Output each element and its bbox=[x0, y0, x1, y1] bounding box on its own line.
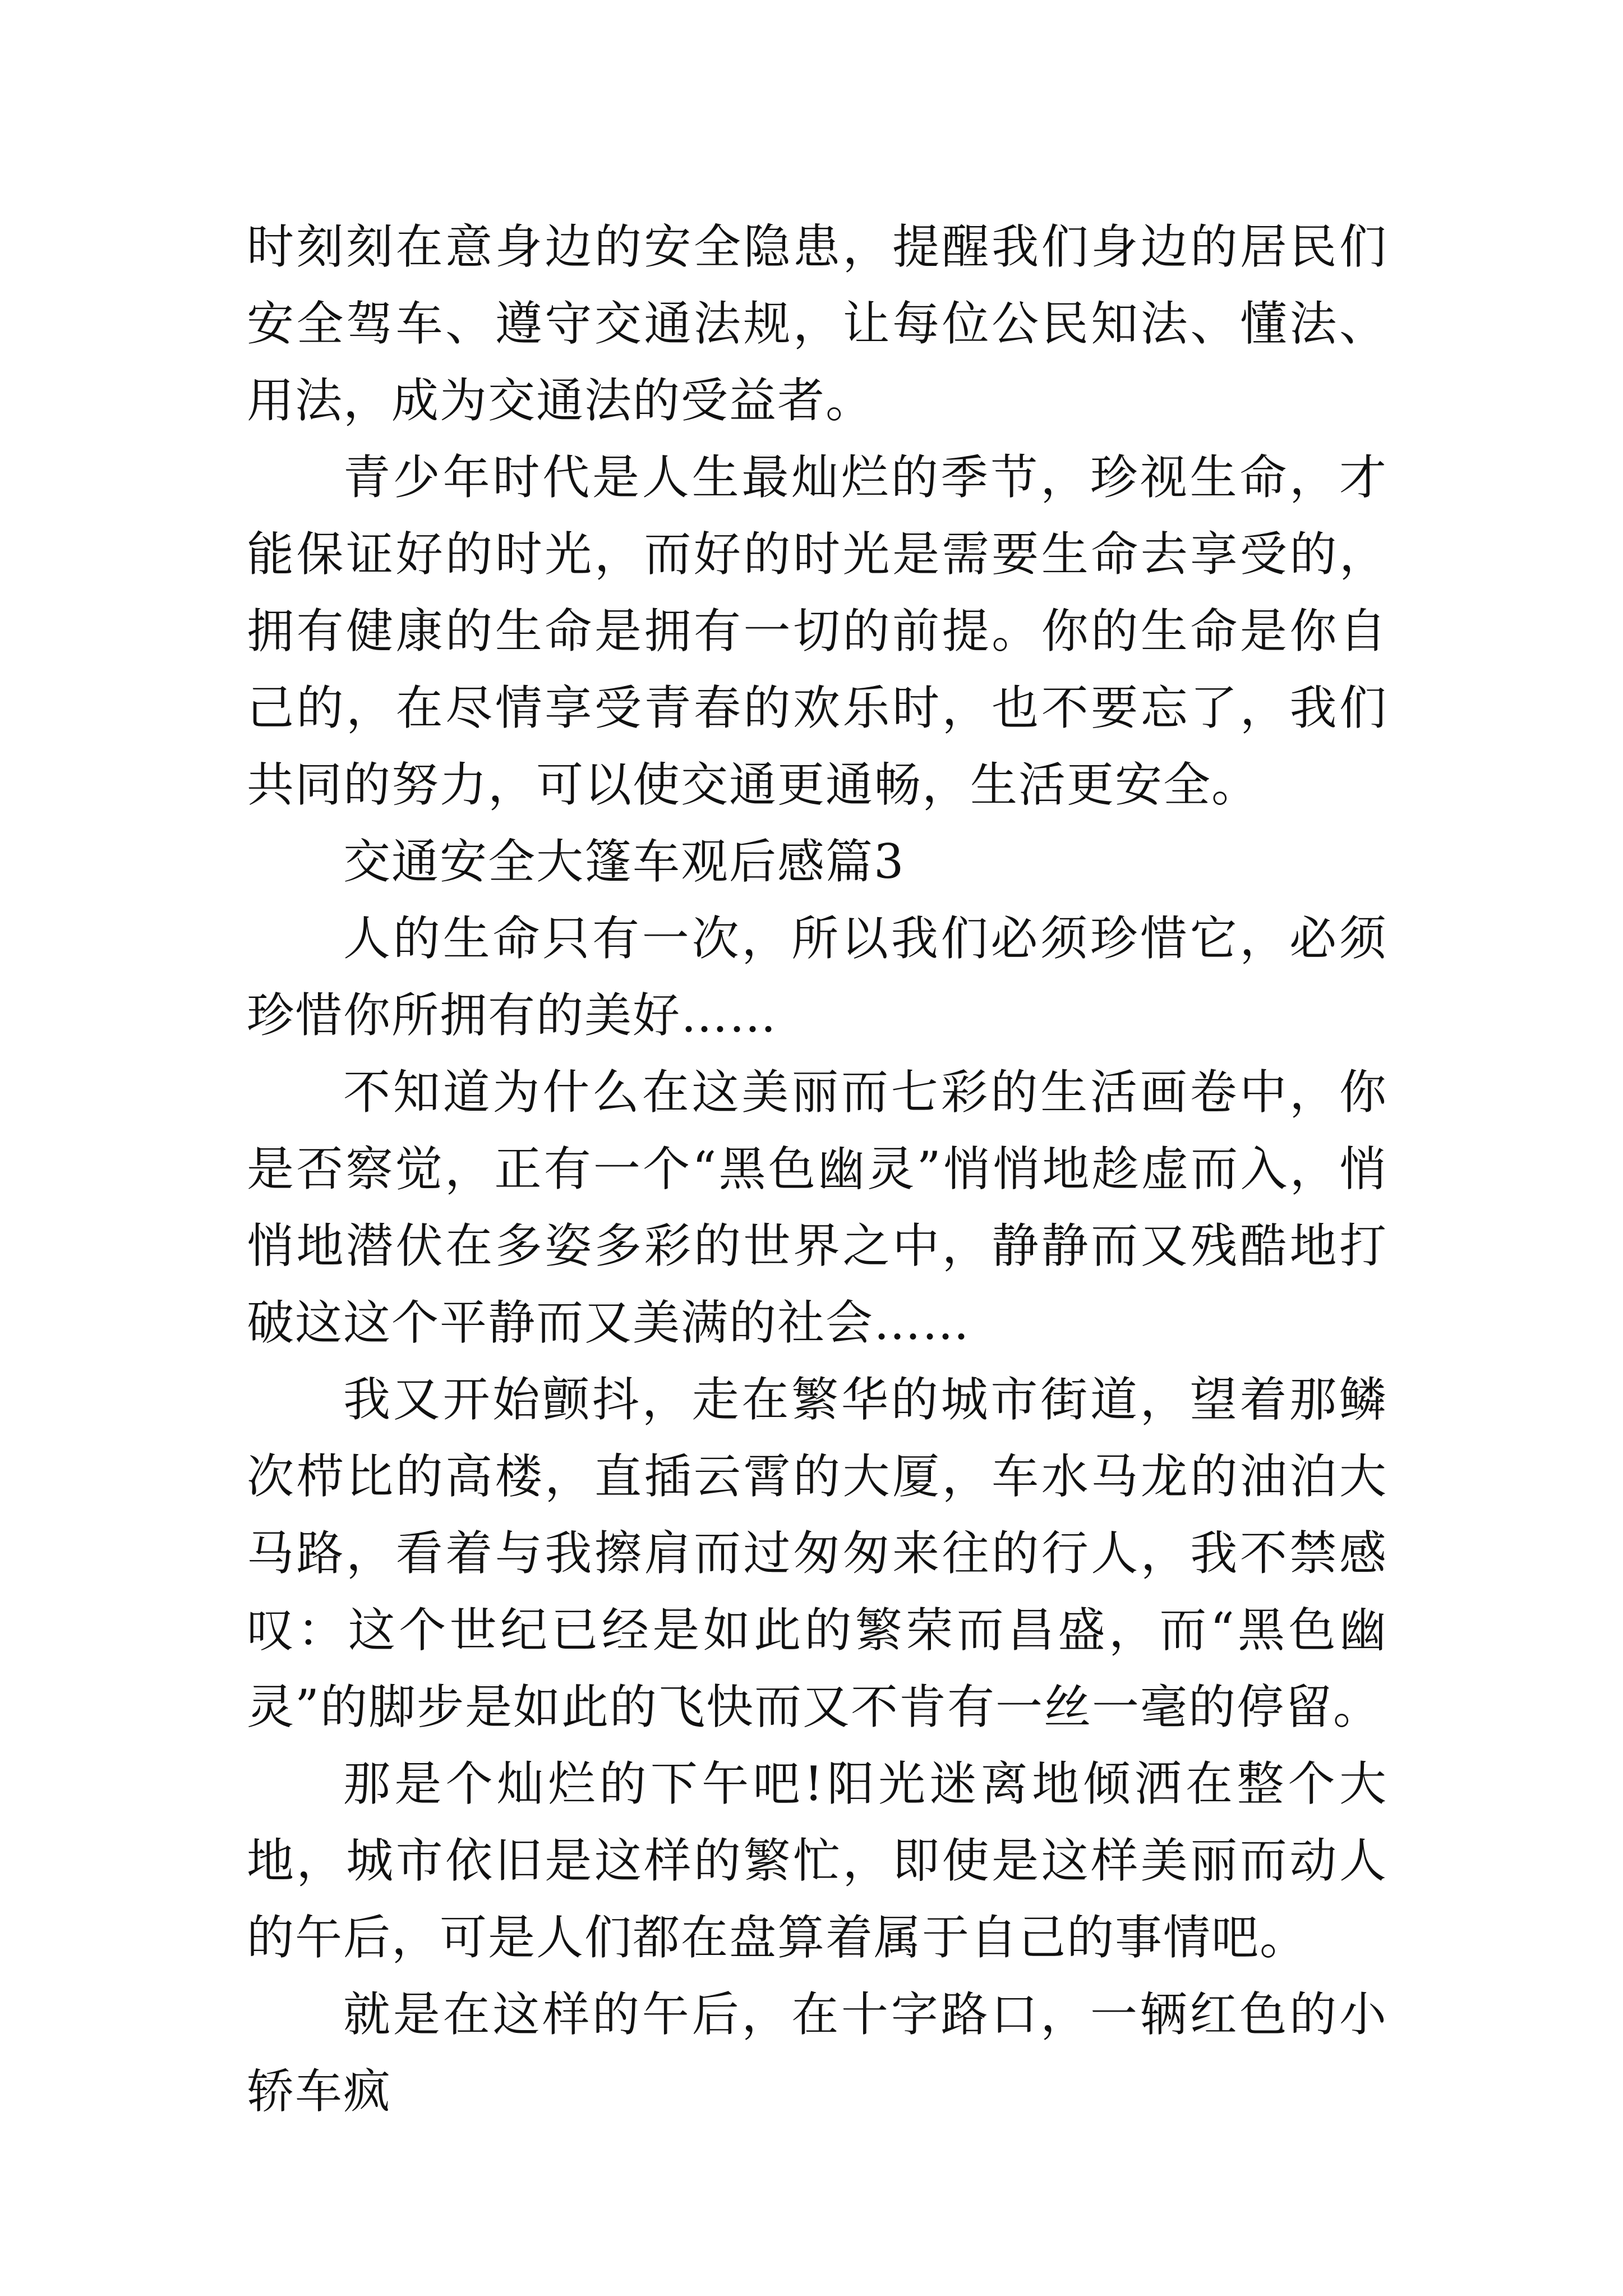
paragraph-black-ghost: 不知道为什么在这美丽而七彩的生活画卷中，你是否察觉，正有一个“黑色幽灵”悄悄地趁虚而入，悄悄地潜伏在多姿多彩的世界之中，静静而又残酷地打破这这个平静而又美满的社会…… bbox=[247, 1065, 1387, 1350]
paragraph-afternoon: 那是个灿烂的下午吧!阳光迷离地倾洒在整个大地，城市依旧是这样的繁忙，即使是这样美丽而动人的午后，可是人们都在盘算着属于自己的事情吧。 bbox=[247, 1756, 1387, 1965]
paragraph-youth: 青少年时代是人生最灿烂的季节，珍视生命，才能保证好的时光，而好的时光是需要生命去享受的，拥有健康的生命是拥有一切的前提。你的生命是你自己的，在尽情享受青春的欢乐时，也不要忘了，我们共同的努力，可以使交通更通畅，生活更安全。 bbox=[247, 450, 1387, 812]
section-heading: 交通安全大篷车观后感篇3 bbox=[343, 834, 905, 889]
paragraph-continuation: 时刻刻在意身边的安全隐患，提醒我们身边的居民们安全驾车、遵守交通法规，让每位公民知法、懂法、用法，成为交通法的受益者。 bbox=[247, 219, 1387, 428]
document-body bbox=[247, 209, 1387, 2130]
paragraph-life-once: 人的生命只有一次，所以我们必须珍惜它，必须珍惜你所拥有的美好…… bbox=[247, 911, 1387, 1043]
paragraph-crossroad: 就是在这样的午后，在十字路口，一辆红色的小轿车疯 bbox=[247, 1987, 1387, 2119]
paragraph-city-street: 我又开始颤抖，走在繁华的城市街道，望着那鳞次栉比的高楼，直插云霄的大厦，车水马龙的油泊大马路，看着与我擦肩而过匆匆来往的行人，我不禁感叹：这个世纪已经是如此的繁荣而昌盛，而“黑色幽灵”的脚步是如此的飞快而又不肯有一丝一毫的停留。 bbox=[247, 1372, 1387, 1734]
